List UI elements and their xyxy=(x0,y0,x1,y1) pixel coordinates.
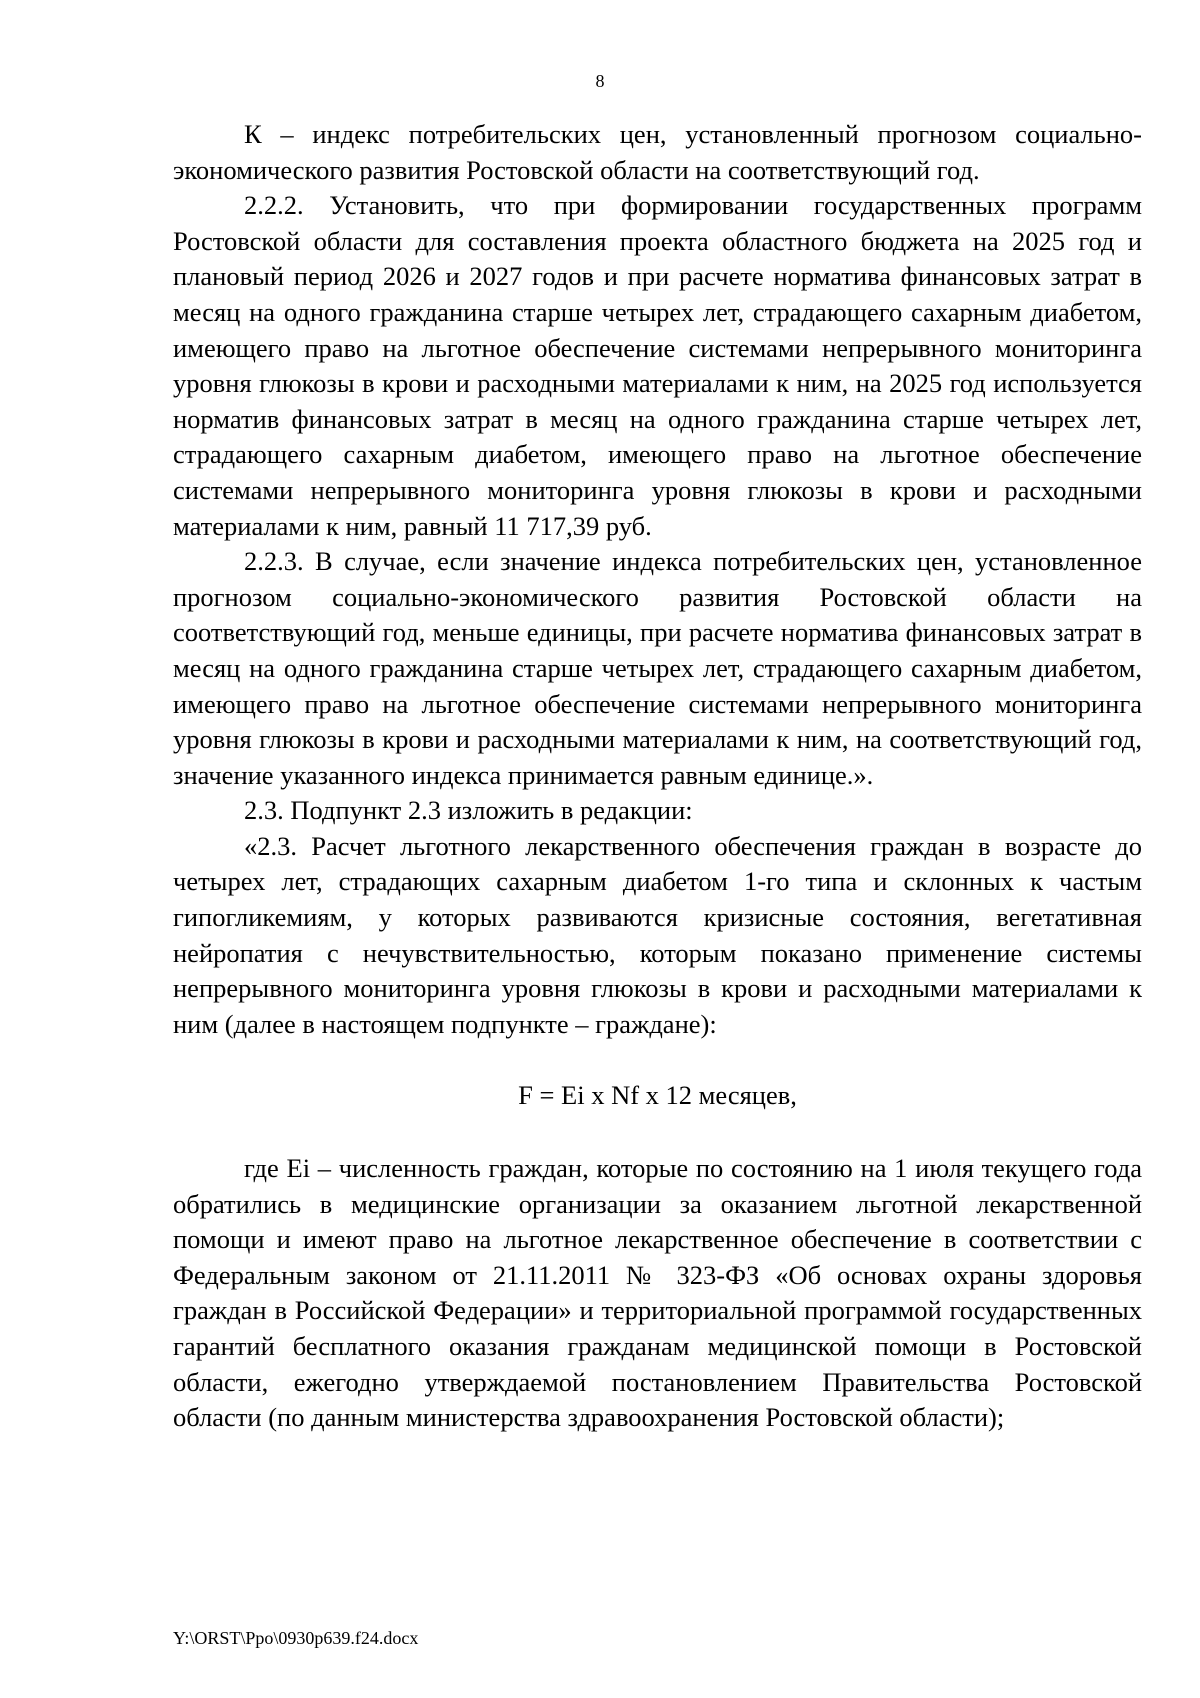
paragraph-ei-definition: где Ei – численность граждан, которые по состоянию на 1 июля текущего года обратились в медицинские организации за оказанием льготной лекарственной помощи и имеют право на льготное лекарственное обеспечение в соответствии с Федеральным законом от 21.11.2011 № 323-ФЗ «Об основах охраны здоровья граждан в Российской Федерации» и территориальной программой государственных гарантий бесплатного оказания гражданам медицинской помощи в Ростовской области, ежегодно утверждаемой постановлением Правительства Ростовской области (по данным министерства здравоохранения Ростовской области); xyxy=(173,1153,1142,1433)
paragraph-cpi-definition: К – индекс потребительских цен, установленный прогнозом социально-экономического развития Ростовской области на соответствующий год. xyxy=(173,119,1142,185)
footer-file-path: Y:\ORST\Ppo\0930p639.f24.docx xyxy=(173,1628,419,1648)
paragraph-2-3-amendment: 2.3. Подпункт 2.3 изложить в редакции: xyxy=(244,795,693,826)
paragraph-2-2-3: 2.2.3. В случае, если значение индекса потребительских цен, установленное прогнозом социально-экономического развития Ростовской области на соответствующий год, меньше единицы, при расчете норматива финансовых затрат в месяц на одного гражданина старше четырех лет, страдающего сахарным диабетом, имеющего право на льготное обеспечение системами непрерывного мониторинга уровня глюкозы в крови и расходными материалами к ним, на соответствующий год, значение указанного индекса принимается равным единице.». xyxy=(173,546,1142,790)
paragraph-2-2-2: 2.2.2. Установить, что при формировании государственных программ Ростовской области для составления проекта областного бюджета на 2025 год и плановый период 2026 и 2027 годов и при расчете норматива финансовых затрат в месяц на одного гражданина старше четырех лет, страдающего сахарным диабетом, имеющего право на льготное обеспечение системами непрерывного мониторинга уровня глюкозы в крови и расходными материалами к ним, на 2025 год используется норматив финансовых затрат в месяц на одного гражданина старше четырех лет, страдающего сахарным диабетом, имеющего право на льготное обеспечение системами непрерывного мониторинга уровня глюкозы в крови и расходными материалами к ним, равный 11 717,39 руб. xyxy=(173,190,1142,541)
page-number: 8 xyxy=(595,71,605,91)
formula: F = Ei x Nf x 12 месяцев, xyxy=(518,1080,797,1111)
paragraph-2-3-calculation: «2.3. Расчет льготного лекарственного обеспечения граждан в возрасте до четырех лет, страдающих сахарным диабетом 1-го типа и склонных к частым гипогликемиям, у которых развиваются кризисные состояния, вегетативная нейропатия с нечувствительностью, которым показано применение системы непрерывного мониторинга уровня глюкозы в крови и расходными материалами к ним (далее в настоящем подпункте – граждане): xyxy=(173,830,1142,1039)
document-body xyxy=(173,117,1142,1436)
